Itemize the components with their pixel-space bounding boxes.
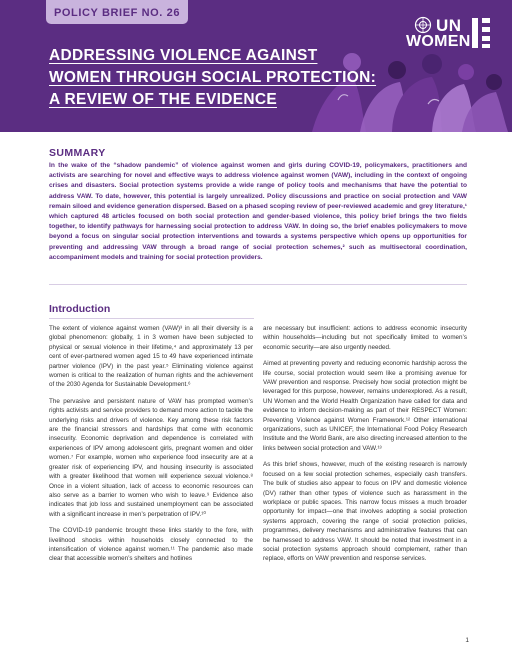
divider: [49, 284, 467, 285]
page-number: 1: [465, 637, 469, 644]
summary-text: In the wake of the “shadow pandemic” of violence against women and girls during COVID-19, policymakers, practitioners and activists are searching for novel and effective ways to address violence against women (VAW), including in the context of ongoing crises and disasters. Social protection systems provide a wide range of policy tools and mechanisms that have the potential to address VAW. To date, however, this potential is largely unrealized. Policy discussions and practice on social protection and VAW remain siloed and evidence generation dispersed. Based on a phased scoping review of peer-reviewed academic and grey literature,¹ which captured 48 articles focused on both social protection and gender-based violence, this policy brief brings the two fields together, to identify pathways for harnessing social protection to address VAW. In doing so, the brief enables policymakers to move beyond a focus on singular social protection interventions and towards a systems perspective which opens up opportunities for preventing and addressing VAW through a broad range of social protection schemes,² such as multisectoral coordination, accompaniment models and training for social protection providers.: [49, 162, 467, 261]
paragraph: The extent of violence against women (VAW)³ in all their diversity is a global phenomenon: globally, 1 in 3 women have been subjected to physical or sexual violence in their lifetime,⁴ and approximately 13 per cent of ever-partnered women aged 15 to 49 have experienced intimate partner violence (IPV) in the past year.⁵ Eliminating violence against women is critical to the realization of human rights and the achievement of the 2030 Agenda for Sustainable Development.⁶: [49, 325, 253, 389]
equality-symbol-icon: [470, 16, 492, 50]
paragraph: The COVID-19 pandemic brought these links starkly to the fore, with livelihood shocks within households closely connected to the intensification of violence against women.¹¹ The pandemic also made clear that accessible women’s shelters and hotlines: [49, 527, 253, 563]
un-women-logo: [406, 14, 498, 52]
paragraph: are necessary but insufficient: actions to address economic insecurity within households—including but not specifically limited to women’s economic security—are also urgently needed.: [263, 325, 467, 351]
heading-underline: [49, 318, 254, 319]
logo-un-text: UN: [436, 16, 462, 35]
title-line: ADDRESSING VIOLENCE AGAINST: [49, 47, 318, 64]
paragraph: Aimed at preventing poverty and reducing economic hardship across the life course, social protection would seem like a promising avenue for VAW prevention and response. Precisely how social protection might be leveraged for this purpose, however, remains underexplored. As a result, UN Women and the World Health Organization have called for data and evidence to inform decision-making as part of their RESPECT Women: Preventing Violence against Women Framework.¹² Other international organizations, such as UNICEF, the International Food Policy Research Institute and the World Bank, are also directing increased attention to the links between social protection and VAW.¹³: [263, 360, 467, 452]
un-emblem-icon: [414, 16, 432, 34]
logo-women-text: WOMEN: [406, 33, 471, 50]
body-column-left: [49, 324, 253, 571]
title-line: WOMEN THROUGH SOCIAL PROTECTION:: [49, 69, 377, 86]
header-banner: [0, 0, 512, 132]
title-line: A REVIEW OF THE EVIDENCE: [49, 91, 277, 108]
document-title: [49, 45, 377, 111]
introduction-heading: Introduction: [49, 303, 111, 315]
paragraph: The pervasive and persistent nature of VAW has prompted women’s rights activists and service providers to demand more action to tackle the underlying risks and drivers of violence. Key among these risk factors are the financial stressors and hardships that come with economic insecurity. Economic deprivation and dependence is correlated with experiences of IPV among adolescent girls, pregnant women and older women.⁷ For example, women who experience food insecurity are at a greater risk of experiencing IPV, and housing insecurity is associated with a greater likelihood that women will experience sexual violence.⁸ Once in a violent situation, lack of access to economic resources can also serve as a barrier to women who wish to leave.⁹ Evidence also indicates that job loss and sustained unemployment can be associated with a significant increase in men’s perpetration of IPV.¹⁰: [49, 397, 253, 518]
body-column-right: [263, 324, 467, 571]
paragraph: As this brief shows, however, much of the existing research is narrowly focused on a few social protection schemes, especially cash transfers. The bulk of studies also appear to focus on IPV and domestic violence (DV) rather than other types of violence such as harassment in the workplace or public spaces. This narrow focus misses a much broader opportunity for impact—one that involves adopting a social protection systems approach, covering the range of social protection policies, programmes, delivery mechanisms and administrative features that can be harnessed to address VAW. It should be noted that investment in a social protection systems approach should complement, rather than replace, efforts on VAW prevention and response services.: [263, 461, 467, 563]
policy-brief-tag: POLICY BRIEF NO. 26: [46, 0, 188, 24]
summary-heading: SUMMARY: [49, 147, 106, 159]
